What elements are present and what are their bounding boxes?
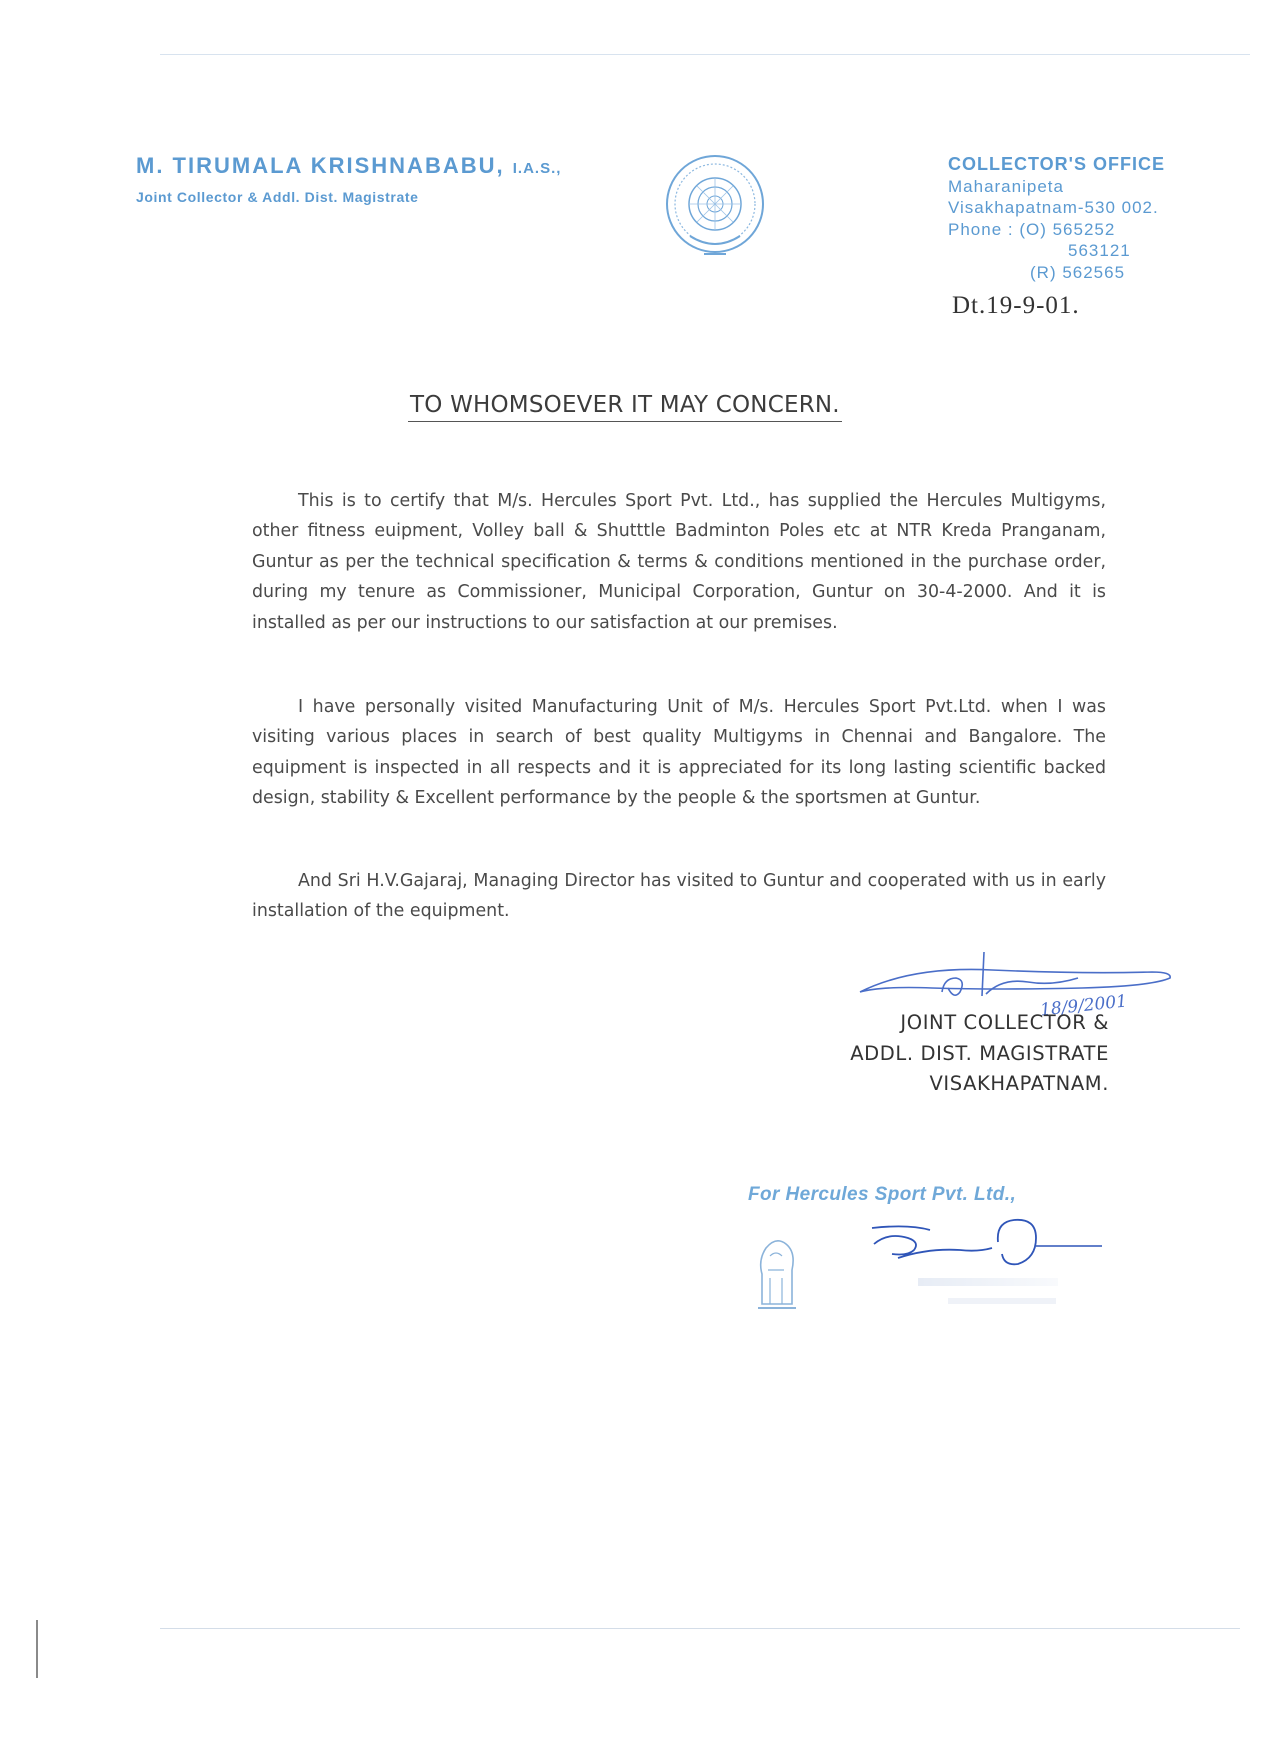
body-paragraph-1 xyxy=(252,486,1106,638)
faint-stamp-line-2 xyxy=(948,1298,1056,1304)
phone-line-2: 563121 xyxy=(1068,241,1131,260)
designation-line-2: ADDL. DIST. MAGISTRATE xyxy=(850,1041,1109,1065)
letterhead-name-suffix: I.A.S., xyxy=(512,160,562,177)
company-signature xyxy=(868,1218,1104,1278)
letter-date: Dt.19-9-01. xyxy=(952,292,1080,319)
letter-title: TO WHOMSOEVER IT MAY CONCERN. xyxy=(408,392,842,422)
body-paragraph-2 xyxy=(252,692,1106,814)
handwritten-date: 18/9/2001 xyxy=(1039,991,1128,1021)
company-stamp-text: For Hercules Sport Pvt. Ltd., xyxy=(748,1184,1017,1205)
office-address-block xyxy=(948,154,1165,283)
elephant-logo-icon xyxy=(748,1230,804,1312)
letterhead-name-text: M. TIRUMALA KRISHNABABU, xyxy=(136,153,505,178)
paragraph-3-text: And Sri H.V.Gajaraj, Managing Director has visited to Guntur and cooperated with us in early installation of the equipment. xyxy=(252,871,1106,922)
address-line-2: Visakhapatnam-530 002. xyxy=(948,198,1159,217)
letterhead-role: Joint Collector & Addl. Dist. Magistrate xyxy=(136,189,419,205)
letterhead-name xyxy=(136,153,561,179)
paragraph-1-text: This is to certify that M/s. Hercules Sport Pvt. Ltd., has supplied the Hercules Multigyms, other fitness euipment, Volley ball & Shutttle Badminton Poles etc at NTR Kreda Pranganam, Guntur as per the technical specification & terms & conditions mentioned in the purchase order, during my tenure as Commissioner, Municipal Corporation, Guntur on 30-4-2000. And it is installed as per our instructions to our satisfaction at our premises. xyxy=(252,491,1106,633)
designation-line-3: VISAKHAPATNAM. xyxy=(929,1072,1109,1095)
office-name: COLLECTOR'S OFFICE xyxy=(948,154,1165,174)
scan-edge-mark xyxy=(36,1620,38,1678)
faint-stamp-line-1 xyxy=(918,1278,1058,1286)
paragraph-2-text: I have personally visited Manufacturing Unit of M/s. Hercules Sport Pvt.Ltd. when I was visiting various places in search of best quality Multigyms in Chennai and Bangalore. The equipment is inspected in all respects and it is appreciated for its long lasting scientific backed design, stability & Excellent performance by the people & the sportsmen at Guntur. xyxy=(252,697,1106,809)
designation-line-1: JOINT COLLECTOR & xyxy=(900,1011,1109,1034)
phone-line-1: Phone : (O) 565252 xyxy=(948,219,1116,239)
bottom-edge-line xyxy=(160,1628,1240,1629)
government-emblem-icon xyxy=(660,152,770,266)
phone-line-3: (R) 562565 xyxy=(1030,262,1126,282)
body-paragraph-3 xyxy=(252,866,1106,927)
address-line-1: Maharanipeta xyxy=(948,176,1064,196)
top-edge-line xyxy=(160,54,1250,55)
signatory-designation xyxy=(850,1008,1109,1100)
